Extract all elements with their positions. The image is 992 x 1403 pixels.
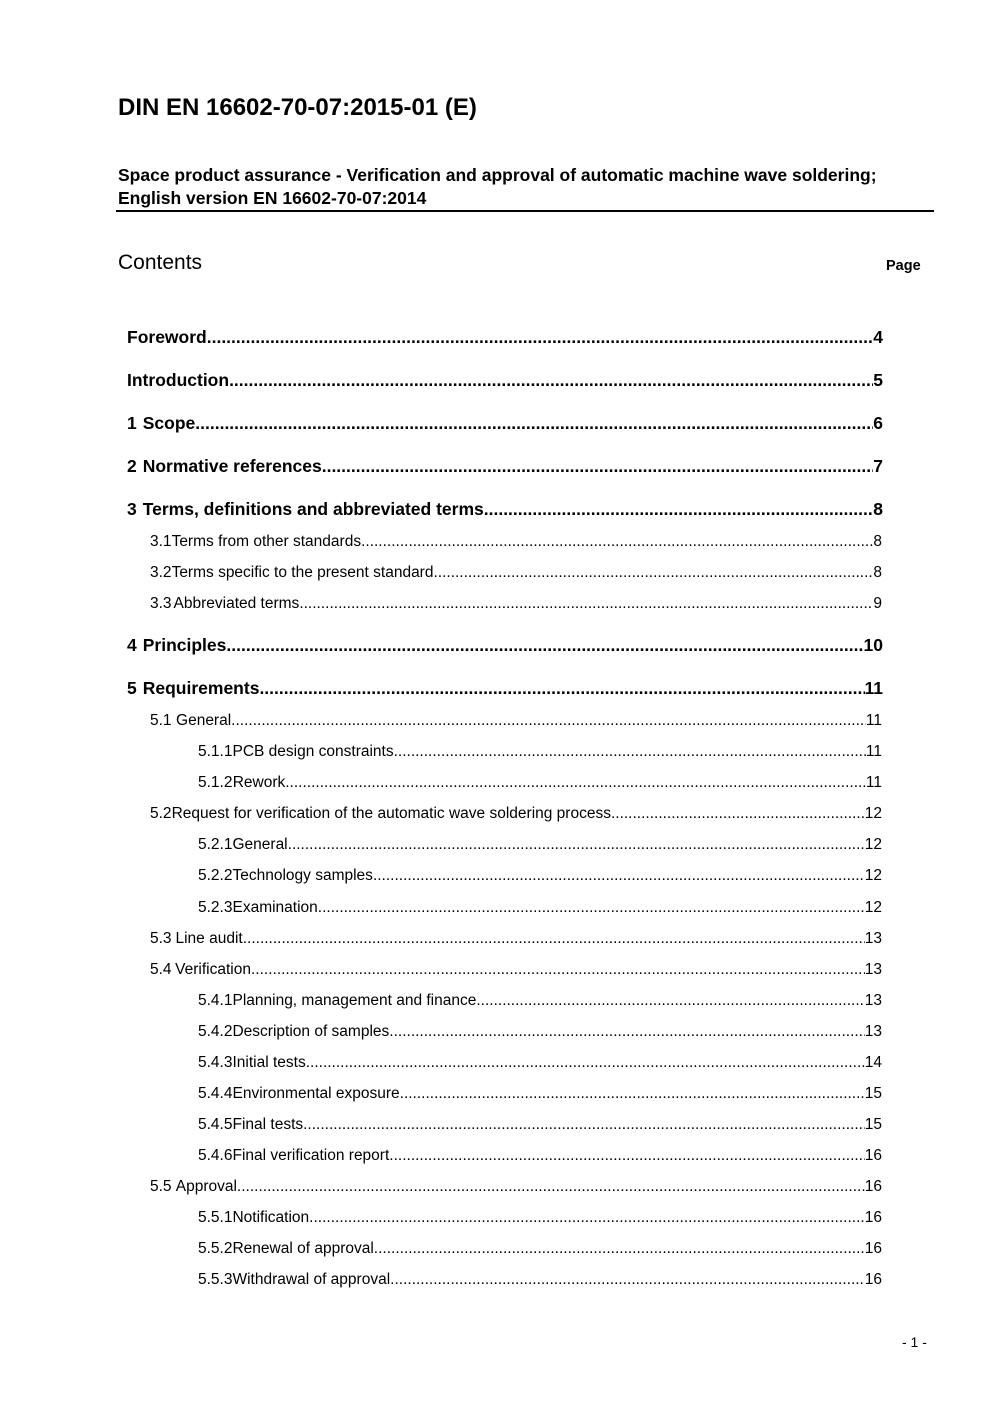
toc-page: 13 bbox=[864, 930, 882, 947]
toc-page: 16 bbox=[864, 1240, 882, 1257]
toc-title: Final verification report bbox=[232, 1147, 390, 1164]
toc-number: 5.4.6 bbox=[198, 1147, 233, 1164]
toc-entry[interactable] bbox=[150, 712, 882, 730]
toc-leader bbox=[285, 774, 866, 792]
document-subtitle: Space product assurance - Verification and approval of automatic machine wave soldering; English version EN 16602-70-07:2014 bbox=[118, 165, 877, 208]
toc-entry[interactable] bbox=[198, 1054, 882, 1072]
toc-leader bbox=[309, 1209, 865, 1227]
toc-page: 12 bbox=[864, 805, 882, 822]
toc-entry[interactable] bbox=[127, 413, 883, 434]
toc-number: 5.2.3 bbox=[198, 899, 233, 916]
toc-leader bbox=[394, 743, 866, 761]
toc-page: 12 bbox=[864, 867, 882, 884]
toc-entry[interactable] bbox=[198, 1209, 882, 1227]
toc-title: Notification bbox=[232, 1209, 310, 1226]
toc-title: Description of samples bbox=[232, 1023, 390, 1040]
toc-page: 16 bbox=[864, 1178, 882, 1195]
toc-number: 5.5.2 bbox=[198, 1240, 233, 1257]
toc-entry[interactable] bbox=[150, 961, 882, 979]
toc-entry[interactable] bbox=[127, 635, 883, 656]
toc-entry[interactable] bbox=[198, 836, 882, 854]
toc-leader bbox=[400, 1085, 865, 1103]
toc-leader bbox=[288, 836, 865, 854]
toc-entry[interactable] bbox=[198, 743, 882, 761]
toc-title: Requirements bbox=[142, 678, 260, 698]
toc-leader bbox=[484, 499, 874, 520]
toc-title: Foreword bbox=[127, 327, 207, 347]
toc-title: Verification bbox=[175, 961, 251, 978]
toc-title: Line audit bbox=[175, 930, 243, 947]
document-id: DIN EN 16602-70-07:2015-01 (E) bbox=[118, 94, 477, 121]
toc-entry[interactable] bbox=[198, 992, 882, 1010]
toc-entry[interactable] bbox=[198, 1116, 882, 1134]
toc-page: 10 bbox=[863, 635, 883, 655]
toc-entry[interactable] bbox=[127, 499, 883, 520]
toc-number: 3.2 bbox=[150, 564, 172, 581]
toc-number: 5.4.1 bbox=[198, 992, 233, 1009]
toc-entry[interactable] bbox=[127, 456, 883, 477]
toc-title: Terms from other standards bbox=[171, 533, 362, 550]
toc-entry[interactable] bbox=[127, 370, 883, 391]
toc-title: General bbox=[232, 836, 288, 853]
toc-number: 5.4.5 bbox=[198, 1116, 233, 1133]
toc-page: 16 bbox=[864, 1209, 882, 1226]
toc-entry[interactable] bbox=[150, 595, 882, 613]
toc-page: 4 bbox=[873, 327, 883, 347]
toc-page: 5 bbox=[873, 370, 883, 390]
toc-page: 8 bbox=[873, 499, 883, 519]
toc-number: 5.4.3 bbox=[198, 1054, 233, 1071]
toc-title: Abbreviated terms bbox=[173, 595, 300, 612]
toc-title: Normative references bbox=[142, 456, 322, 476]
toc-title: Rework bbox=[232, 774, 286, 791]
toc-title: Terms, definitions and abbreviated terms bbox=[142, 499, 484, 519]
toc-leader bbox=[361, 533, 873, 551]
toc-number: 3 bbox=[127, 499, 137, 519]
toc-page: 13 bbox=[864, 992, 882, 1009]
toc-title: Scope bbox=[142, 413, 196, 433]
toc-title: PCB design constraints bbox=[232, 743, 394, 760]
toc-number: 5.4.2 bbox=[198, 1023, 233, 1040]
toc-leader bbox=[303, 1116, 865, 1134]
toc-number: 5.1.1 bbox=[198, 743, 233, 760]
page-column-label: Page bbox=[886, 258, 921, 274]
page-number: - 1 - bbox=[902, 1334, 927, 1350]
toc-entry[interactable] bbox=[198, 899, 882, 917]
toc-page: 12 bbox=[864, 899, 882, 916]
toc-entry[interactable] bbox=[198, 1271, 882, 1289]
toc-number: 3.3 bbox=[150, 595, 172, 612]
toc-title: Request for verification of the automatic wave soldering process bbox=[171, 805, 611, 822]
toc-leader bbox=[389, 1147, 864, 1165]
toc-number: 5.5.1 bbox=[198, 1209, 233, 1226]
toc-leader bbox=[476, 992, 864, 1010]
toc-number: 5.1.2 bbox=[198, 774, 233, 791]
toc-entry[interactable] bbox=[198, 1147, 882, 1165]
toc-leader bbox=[237, 1178, 865, 1196]
toc-page: 11 bbox=[865, 712, 882, 729]
toc-entry[interactable] bbox=[150, 1178, 882, 1196]
toc-title: Introduction bbox=[127, 370, 230, 390]
toc-number: 5.3 bbox=[150, 930, 172, 947]
toc-title: Renewal of approval bbox=[232, 1240, 374, 1257]
toc-number: 5.4 bbox=[150, 961, 172, 978]
toc-leader bbox=[389, 1023, 864, 1041]
toc-page: 11 bbox=[864, 678, 883, 698]
toc-entry[interactable] bbox=[198, 774, 882, 792]
contents-heading: Contents bbox=[118, 251, 203, 274]
toc-leader bbox=[207, 327, 874, 348]
toc-entry[interactable] bbox=[150, 533, 882, 551]
toc-leader bbox=[390, 1271, 865, 1289]
toc-entry[interactable] bbox=[198, 1240, 882, 1258]
toc-entry[interactable] bbox=[198, 1085, 882, 1103]
toc-leader bbox=[322, 456, 874, 477]
toc-number: 5.5.3 bbox=[198, 1271, 233, 1288]
toc-leader bbox=[229, 370, 873, 391]
toc-title: Technology samples bbox=[232, 867, 373, 884]
toc-number: 2 bbox=[127, 456, 137, 476]
toc-number: 5.2 bbox=[150, 805, 172, 822]
toc-title: Initial tests bbox=[232, 1054, 306, 1071]
toc-entry[interactable] bbox=[150, 564, 882, 582]
toc-page: 7 bbox=[873, 456, 883, 476]
toc-leader bbox=[251, 961, 865, 979]
toc-entry[interactable] bbox=[127, 327, 883, 348]
toc-number: 3.1 bbox=[150, 533, 172, 550]
toc-leader bbox=[318, 899, 865, 917]
toc-page: 16 bbox=[864, 1271, 882, 1288]
toc-leader bbox=[231, 712, 866, 730]
toc-page: 6 bbox=[873, 413, 883, 433]
toc-page: 15 bbox=[864, 1085, 882, 1102]
toc-title: General bbox=[176, 712, 232, 729]
toc-page: 11 bbox=[865, 774, 882, 791]
toc-leader bbox=[611, 805, 865, 823]
toc-title: Terms specific to the present standard bbox=[171, 564, 434, 581]
toc-entry[interactable] bbox=[127, 678, 883, 699]
toc-number: 4 bbox=[127, 635, 137, 655]
toc-title: Final tests bbox=[232, 1116, 304, 1133]
toc-title: Approval bbox=[175, 1178, 237, 1195]
toc-title: Examination bbox=[232, 899, 318, 916]
toc-page: 16 bbox=[864, 1147, 882, 1164]
toc-page: 8 bbox=[873, 533, 882, 550]
toc-entry[interactable] bbox=[198, 867, 882, 885]
toc-entry[interactable] bbox=[198, 1023, 882, 1041]
toc-number: 1 bbox=[127, 413, 137, 433]
toc-page: 14 bbox=[864, 1054, 882, 1071]
toc-page: 13 bbox=[864, 961, 882, 978]
toc-number: 5.4.4 bbox=[198, 1085, 233, 1102]
toc-page: 12 bbox=[864, 836, 882, 853]
toc-leader bbox=[226, 635, 863, 656]
toc-number: 5.1 bbox=[150, 712, 172, 729]
toc-leader bbox=[306, 1054, 865, 1072]
toc-number: 5 bbox=[127, 678, 137, 698]
toc-title: Principles bbox=[142, 635, 227, 655]
toc-page: 8 bbox=[873, 564, 882, 581]
toc-title: Environmental exposure bbox=[232, 1085, 400, 1102]
toc-title: Planning, management and finance bbox=[232, 992, 477, 1009]
toc-leader bbox=[374, 1240, 865, 1258]
toc-leader bbox=[259, 678, 864, 699]
toc-leader bbox=[243, 930, 865, 948]
toc-leader bbox=[433, 564, 873, 582]
toc-leader bbox=[299, 595, 873, 613]
toc-page: 13 bbox=[864, 1023, 882, 1040]
toc-number: 5.2.1 bbox=[198, 836, 233, 853]
toc-number: 5.2.2 bbox=[198, 867, 233, 884]
toc-page: 11 bbox=[865, 743, 882, 760]
toc-entry[interactable] bbox=[150, 805, 882, 823]
toc-number: 5.5 bbox=[150, 1178, 172, 1195]
toc-page: 9 bbox=[873, 595, 882, 612]
toc-entry[interactable] bbox=[150, 930, 882, 948]
toc-leader bbox=[373, 867, 865, 885]
toc-title: Withdrawal of approval bbox=[232, 1271, 391, 1288]
toc-page: 15 bbox=[864, 1116, 882, 1133]
toc-leader bbox=[195, 413, 873, 434]
